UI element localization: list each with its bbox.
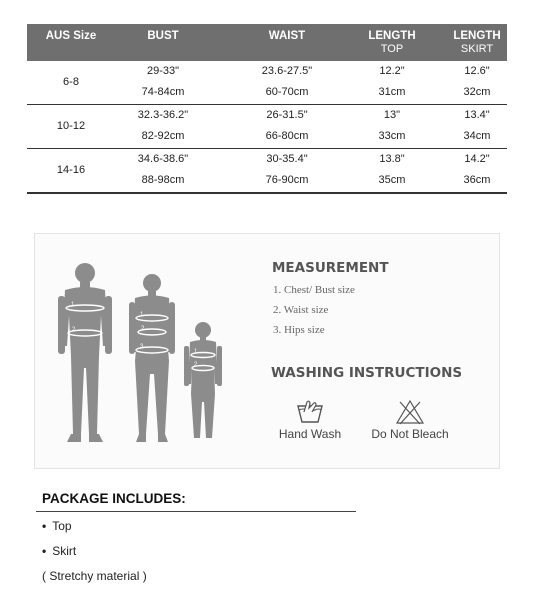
washing-instructions-title: WASHING INSTRUCTIONS bbox=[271, 365, 463, 381]
size-row-10-12 bbox=[27, 105, 507, 149]
measurement-panel bbox=[34, 233, 500, 469]
do-not-bleach-label: Do Not Bleach bbox=[371, 427, 449, 441]
waist-inches: 26-31.5" bbox=[266, 109, 308, 121]
hand-wash-label: Hand Wash bbox=[278, 427, 342, 441]
top-length-inches: 13.8" bbox=[379, 153, 405, 165]
waist-inches: 30-35.4" bbox=[266, 153, 308, 165]
package-item-label: Skirt bbox=[52, 544, 77, 558]
header-bust: BUST bbox=[147, 30, 179, 42]
hand-wash-icon bbox=[295, 399, 325, 425]
figure-mark: 2 bbox=[141, 326, 145, 332]
package-item-label: Top bbox=[52, 519, 72, 533]
figure-mark: 3 bbox=[140, 344, 144, 350]
measurement-list bbox=[273, 284, 355, 344]
skirt-length-inches: 14.2" bbox=[464, 153, 490, 165]
do-not-bleach-icon bbox=[395, 399, 425, 425]
do-not-bleach bbox=[367, 399, 453, 441]
hand-wash bbox=[273, 399, 347, 441]
bust-cm: 88-98cm bbox=[141, 174, 185, 186]
skirt-length-cm: 34cm bbox=[463, 130, 491, 142]
measurement-item-hips: 3. Hips size bbox=[273, 324, 325, 336]
bullet: • bbox=[42, 519, 47, 533]
waist-inches: 23.6-27.5" bbox=[261, 65, 313, 77]
header-length-top: LENGTH TOP bbox=[368, 30, 416, 55]
skirt-length-inches: 12.6" bbox=[464, 65, 490, 77]
bust-cm: 74-84cm bbox=[141, 86, 185, 98]
bullet: • bbox=[42, 544, 47, 558]
top-length-inches: 13" bbox=[383, 109, 401, 121]
package-item-skirt bbox=[42, 544, 76, 558]
size-chart-table bbox=[27, 24, 507, 194]
bust-cm: 82-92cm bbox=[141, 130, 185, 142]
size-row-6-8 bbox=[27, 61, 507, 105]
size-chart-body bbox=[27, 61, 507, 194]
header-aus-size: AUS Size bbox=[45, 30, 97, 42]
waist-cm: 60-70cm bbox=[265, 86, 309, 98]
figure-mark: 1 bbox=[194, 349, 198, 355]
bust-inches: 29-33" bbox=[146, 65, 180, 77]
header-length-skirt: LENGTH SKIRT bbox=[453, 30, 501, 55]
measurement-title: MEASUREMENT bbox=[272, 260, 389, 276]
size-label: 6-8 bbox=[63, 76, 79, 88]
measurement-item-waist: 2. Waist size bbox=[273, 304, 329, 316]
female-figure bbox=[129, 274, 175, 442]
size-row-14-16 bbox=[27, 149, 507, 194]
package-divider bbox=[36, 511, 356, 512]
top-length-cm: 31cm bbox=[378, 86, 406, 98]
skirt-length-inches: 13.4" bbox=[464, 109, 490, 121]
figure-mark: 2 bbox=[72, 327, 76, 333]
figure-mark: 1 bbox=[140, 312, 144, 318]
waist-cm: 76-90cm bbox=[265, 174, 309, 186]
package-note: ( Stretchy material ) bbox=[42, 569, 147, 583]
figure-mark: 2 bbox=[194, 362, 198, 368]
top-length-inches: 12.2" bbox=[379, 65, 405, 77]
body-measurement-figures bbox=[45, 256, 265, 456]
measurement-item-bust: 1. Chest/ Bust size bbox=[273, 284, 355, 296]
skirt-length-cm: 32cm bbox=[463, 86, 491, 98]
size-chart-header bbox=[27, 24, 507, 61]
header-waist: WAIST bbox=[268, 30, 306, 42]
size-label: 14-16 bbox=[56, 164, 86, 176]
package-includes-title: PACKAGE INCLUDES: bbox=[42, 491, 186, 506]
bust-inches: 34.6-38.6" bbox=[137, 153, 189, 165]
waist-cm: 66-80cm bbox=[265, 130, 309, 142]
size-label: 10-12 bbox=[56, 120, 86, 132]
skirt-length-cm: 36cm bbox=[463, 174, 491, 186]
bust-inches: 32.3-36.2" bbox=[137, 109, 189, 121]
figure-mark: 1 bbox=[71, 302, 75, 308]
child-figure bbox=[184, 322, 222, 438]
top-length-cm: 33cm bbox=[378, 130, 406, 142]
package-item-top bbox=[42, 519, 72, 533]
top-length-cm: 35cm bbox=[378, 174, 406, 186]
male-figure bbox=[58, 263, 112, 442]
